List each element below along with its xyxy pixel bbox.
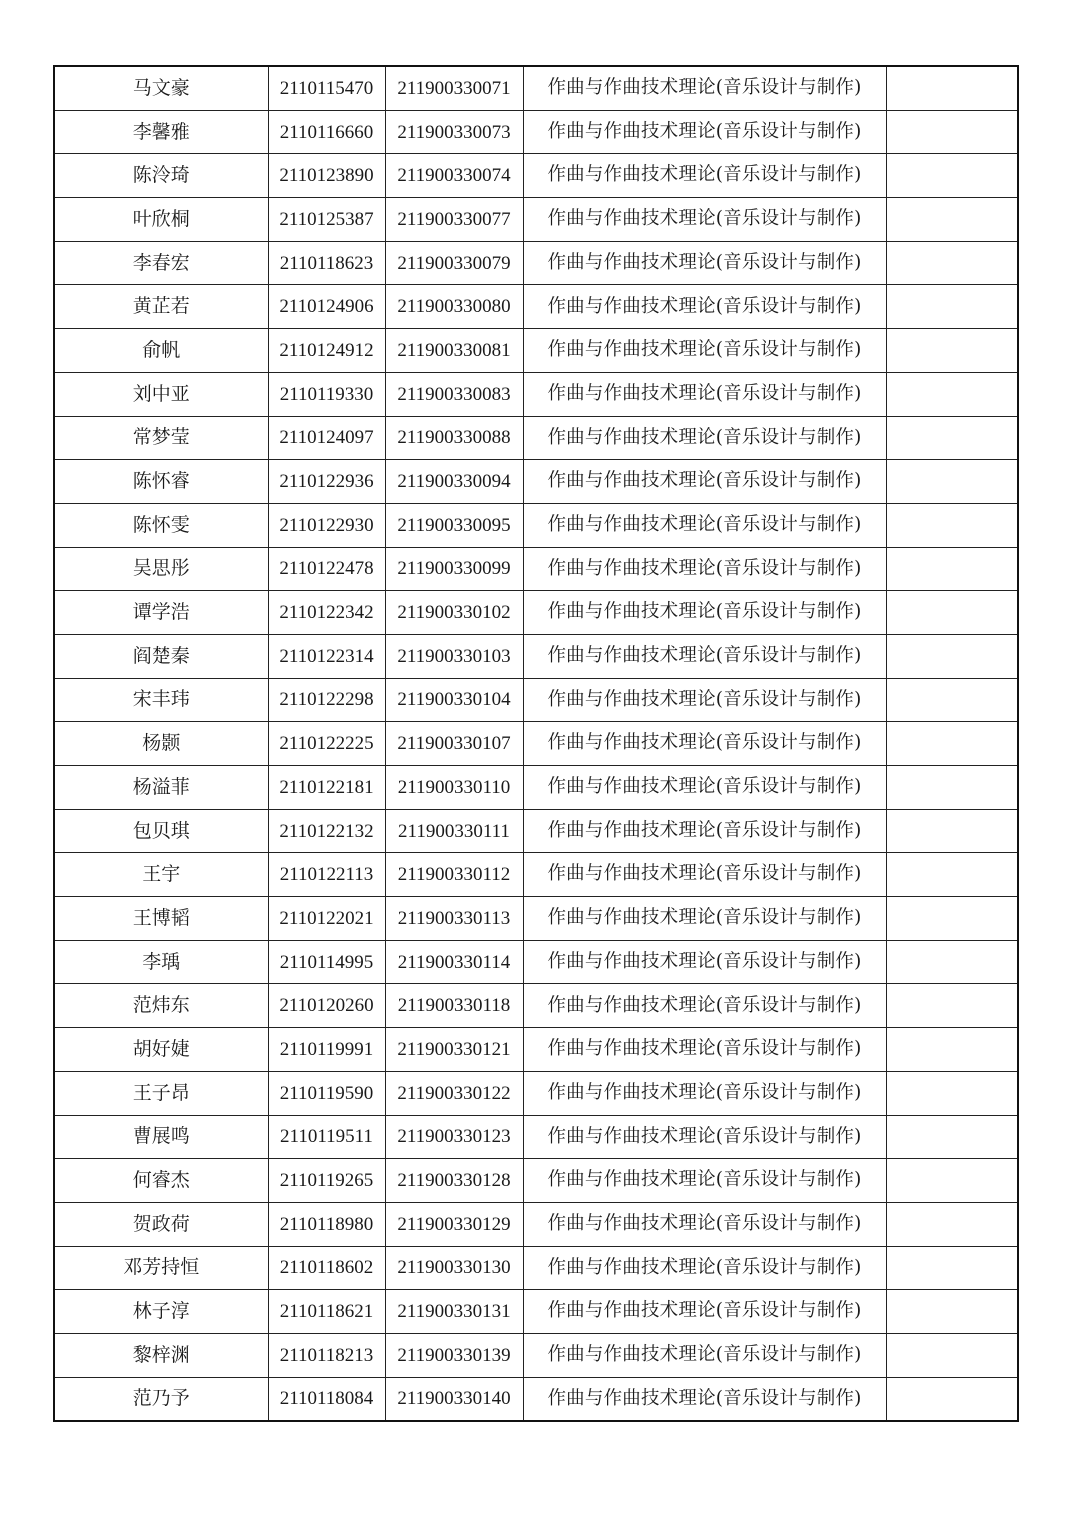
exam-number-cell: 2110122342	[268, 591, 385, 635]
remarks-cell	[886, 1333, 1018, 1377]
table-row	[54, 241, 1018, 285]
remarks-cell	[886, 503, 1018, 547]
major-cell: 作曲与作曲技术理论(音乐设计与制作)	[523, 1290, 886, 1334]
table-row	[54, 372, 1018, 416]
exam-number-cell: 2110122930	[268, 503, 385, 547]
roster-table	[53, 65, 1019, 1422]
exam-number-cell: 2110122298	[268, 678, 385, 722]
table-row	[54, 809, 1018, 853]
exam-number-cell: 2110122181	[268, 766, 385, 810]
student-name-cell: 陈泠琦	[54, 154, 268, 198]
major-cell: 作曲与作曲技术理论(音乐设计与制作)	[523, 1202, 886, 1246]
remarks-cell	[886, 634, 1018, 678]
remarks-cell	[886, 1115, 1018, 1159]
exam-number-cell: 2110122478	[268, 547, 385, 591]
exam-number-cell: 2110125387	[268, 198, 385, 242]
exam-number-cell: 2110119265	[268, 1159, 385, 1203]
major-cell: 作曲与作曲技术理论(音乐设计与制作)	[523, 984, 886, 1028]
table-row	[54, 1333, 1018, 1377]
exam-number-cell: 2110118980	[268, 1202, 385, 1246]
student-name-cell: 杨颢	[54, 722, 268, 766]
remarks-cell	[886, 1071, 1018, 1115]
major-cell: 作曲与作曲技术理论(音乐设计与制作)	[523, 722, 886, 766]
table-row	[54, 1159, 1018, 1203]
exam-number-cell: 2110118623	[268, 241, 385, 285]
table-row	[54, 984, 1018, 1028]
exam-number-cell: 2110118621	[268, 1290, 385, 1334]
exam-number-cell: 2110122132	[268, 809, 385, 853]
student-name-cell: 谭学浩	[54, 591, 268, 635]
exam-number-cell: 2110119511	[268, 1115, 385, 1159]
student-name-cell: 何睿杰	[54, 1159, 268, 1203]
table-row	[54, 1115, 1018, 1159]
table-row	[54, 591, 1018, 635]
student-name-cell: 黎梓渊	[54, 1333, 268, 1377]
exam-number-cell: 2110123890	[268, 154, 385, 198]
registration-number-cell: 211900330104	[385, 678, 523, 722]
registration-number-cell: 211900330118	[385, 984, 523, 1028]
exam-number-cell: 2110122936	[268, 460, 385, 504]
remarks-cell	[886, 198, 1018, 242]
major-cell: 作曲与作曲技术理论(音乐设计与制作)	[523, 547, 886, 591]
student-name-cell: 黄芷若	[54, 285, 268, 329]
registration-number-cell: 211900330139	[385, 1333, 523, 1377]
student-name-cell: 宋丰玮	[54, 678, 268, 722]
major-cell: 作曲与作曲技术理论(音乐设计与制作)	[523, 1115, 886, 1159]
table-row	[54, 66, 1018, 110]
student-name-cell: 常梦莹	[54, 416, 268, 460]
exam-number-cell: 2110118084	[268, 1377, 385, 1421]
table-row	[54, 416, 1018, 460]
registration-number-cell: 211900330113	[385, 897, 523, 941]
registration-number-cell: 211900330131	[385, 1290, 523, 1334]
major-cell: 作曲与作曲技术理论(音乐设计与制作)	[523, 809, 886, 853]
student-name-cell: 邓芳持恒	[54, 1246, 268, 1290]
exam-number-cell: 2110124912	[268, 329, 385, 373]
table-row	[54, 198, 1018, 242]
exam-number-cell: 2110124097	[268, 416, 385, 460]
major-cell: 作曲与作曲技术理论(音乐设计与制作)	[523, 1377, 886, 1421]
registration-number-cell: 211900330129	[385, 1202, 523, 1246]
student-name-cell: 陈怀雯	[54, 503, 268, 547]
major-cell: 作曲与作曲技术理论(音乐设计与制作)	[523, 940, 886, 984]
roster-table-body	[54, 66, 1018, 1421]
remarks-cell	[886, 1377, 1018, 1421]
major-cell: 作曲与作曲技术理论(音乐设计与制作)	[523, 416, 886, 460]
registration-number-cell: 211900330112	[385, 853, 523, 897]
student-name-cell: 范炜东	[54, 984, 268, 1028]
remarks-cell	[886, 1159, 1018, 1203]
registration-number-cell: 211900330140	[385, 1377, 523, 1421]
major-cell: 作曲与作曲技术理论(音乐设计与制作)	[523, 897, 886, 941]
major-cell: 作曲与作曲技术理论(音乐设计与制作)	[523, 1246, 886, 1290]
table-row	[54, 503, 1018, 547]
student-name-cell: 马文豪	[54, 66, 268, 110]
registration-number-cell: 211900330128	[385, 1159, 523, 1203]
major-cell: 作曲与作曲技术理论(音乐设计与制作)	[523, 591, 886, 635]
table-row	[54, 1290, 1018, 1334]
table-row	[54, 460, 1018, 504]
exam-number-cell: 2110122314	[268, 634, 385, 678]
student-name-cell: 林子淳	[54, 1290, 268, 1334]
registration-number-cell: 211900330099	[385, 547, 523, 591]
table-row	[54, 110, 1018, 154]
major-cell: 作曲与作曲技术理论(音乐设计与制作)	[523, 372, 886, 416]
registration-number-cell: 211900330107	[385, 722, 523, 766]
registration-number-cell: 211900330081	[385, 329, 523, 373]
exam-number-cell: 2110122113	[268, 853, 385, 897]
exam-number-cell: 2110119330	[268, 372, 385, 416]
registration-number-cell: 211900330073	[385, 110, 523, 154]
student-name-cell: 胡好婕	[54, 1028, 268, 1072]
major-cell: 作曲与作曲技术理论(音乐设计与制作)	[523, 634, 886, 678]
student-name-cell: 陈怀睿	[54, 460, 268, 504]
exam-number-cell: 2110114995	[268, 940, 385, 984]
table-row	[54, 547, 1018, 591]
table-row	[54, 154, 1018, 198]
remarks-cell	[886, 722, 1018, 766]
student-name-cell: 王宇	[54, 853, 268, 897]
remarks-cell	[886, 853, 1018, 897]
major-cell: 作曲与作曲技术理论(音乐设计与制作)	[523, 1159, 886, 1203]
exam-number-cell: 2110124906	[268, 285, 385, 329]
table-row	[54, 1246, 1018, 1290]
registration-number-cell: 211900330114	[385, 940, 523, 984]
table-row	[54, 940, 1018, 984]
registration-number-cell: 211900330102	[385, 591, 523, 635]
remarks-cell	[886, 285, 1018, 329]
registration-number-cell: 211900330077	[385, 198, 523, 242]
exam-number-cell: 2110120260	[268, 984, 385, 1028]
registration-number-cell: 211900330095	[385, 503, 523, 547]
exam-number-cell: 2110115470	[268, 66, 385, 110]
exam-number-cell: 2110118213	[268, 1333, 385, 1377]
registration-number-cell: 211900330130	[385, 1246, 523, 1290]
student-name-cell: 阎楚秦	[54, 634, 268, 678]
registration-number-cell: 211900330103	[385, 634, 523, 678]
table-row	[54, 329, 1018, 373]
registration-number-cell: 211900330110	[385, 766, 523, 810]
remarks-cell	[886, 416, 1018, 460]
table-row	[54, 722, 1018, 766]
remarks-cell	[886, 329, 1018, 373]
student-name-cell: 李瑀	[54, 940, 268, 984]
major-cell: 作曲与作曲技术理论(音乐设计与制作)	[523, 198, 886, 242]
remarks-cell	[886, 460, 1018, 504]
exam-number-cell: 2110122225	[268, 722, 385, 766]
remarks-cell	[886, 1028, 1018, 1072]
student-name-cell: 王子昂	[54, 1071, 268, 1115]
remarks-cell	[886, 1290, 1018, 1334]
remarks-cell	[886, 591, 1018, 635]
remarks-cell	[886, 372, 1018, 416]
registration-number-cell: 211900330074	[385, 154, 523, 198]
remarks-cell	[886, 897, 1018, 941]
major-cell: 作曲与作曲技术理论(音乐设计与制作)	[523, 766, 886, 810]
major-cell: 作曲与作曲技术理论(音乐设计与制作)	[523, 678, 886, 722]
registration-number-cell: 211900330079	[385, 241, 523, 285]
student-name-cell: 曹展鸣	[54, 1115, 268, 1159]
table-row	[54, 678, 1018, 722]
student-name-cell: 叶欣桐	[54, 198, 268, 242]
registration-number-cell: 211900330094	[385, 460, 523, 504]
remarks-cell	[886, 110, 1018, 154]
major-cell: 作曲与作曲技术理论(音乐设计与制作)	[523, 154, 886, 198]
exam-number-cell: 2110119590	[268, 1071, 385, 1115]
registration-number-cell: 211900330123	[385, 1115, 523, 1159]
remarks-cell	[886, 984, 1018, 1028]
registration-number-cell: 211900330111	[385, 809, 523, 853]
exam-number-cell: 2110122021	[268, 897, 385, 941]
major-cell: 作曲与作曲技术理论(音乐设计与制作)	[523, 853, 886, 897]
student-name-cell: 王博韬	[54, 897, 268, 941]
exam-number-cell: 2110116660	[268, 110, 385, 154]
major-cell: 作曲与作曲技术理论(音乐设计与制作)	[523, 329, 886, 373]
registration-number-cell: 211900330071	[385, 66, 523, 110]
student-name-cell: 贺政荷	[54, 1202, 268, 1246]
table-row	[54, 1071, 1018, 1115]
registration-number-cell: 211900330122	[385, 1071, 523, 1115]
major-cell: 作曲与作曲技术理论(音乐设计与制作)	[523, 1333, 886, 1377]
table-row	[54, 766, 1018, 810]
student-name-cell: 包贝琪	[54, 809, 268, 853]
student-name-cell: 李馨雅	[54, 110, 268, 154]
table-row	[54, 853, 1018, 897]
table-row	[54, 897, 1018, 941]
remarks-cell	[886, 678, 1018, 722]
student-name-cell: 杨溢菲	[54, 766, 268, 810]
student-name-cell: 李春宏	[54, 241, 268, 285]
table-row	[54, 1028, 1018, 1072]
major-cell: 作曲与作曲技术理论(音乐设计与制作)	[523, 460, 886, 504]
major-cell: 作曲与作曲技术理论(音乐设计与制作)	[523, 1028, 886, 1072]
student-name-cell: 范乃予	[54, 1377, 268, 1421]
table-row	[54, 285, 1018, 329]
remarks-cell	[886, 154, 1018, 198]
major-cell: 作曲与作曲技术理论(音乐设计与制作)	[523, 66, 886, 110]
remarks-cell	[886, 547, 1018, 591]
remarks-cell	[886, 940, 1018, 984]
table-row	[54, 1377, 1018, 1421]
student-name-cell: 俞帆	[54, 329, 268, 373]
exam-number-cell: 2110119991	[268, 1028, 385, 1072]
student-name-cell: 刘中亚	[54, 372, 268, 416]
major-cell: 作曲与作曲技术理论(音乐设计与制作)	[523, 110, 886, 154]
remarks-cell	[886, 241, 1018, 285]
remarks-cell	[886, 1202, 1018, 1246]
registration-number-cell: 211900330088	[385, 416, 523, 460]
major-cell: 作曲与作曲技术理论(音乐设计与制作)	[523, 1071, 886, 1115]
remarks-cell	[886, 66, 1018, 110]
major-cell: 作曲与作曲技术理论(音乐设计与制作)	[523, 285, 886, 329]
student-name-cell: 吴思彤	[54, 547, 268, 591]
exam-number-cell: 2110118602	[268, 1246, 385, 1290]
table-row	[54, 1202, 1018, 1246]
table-row	[54, 634, 1018, 678]
remarks-cell	[886, 1246, 1018, 1290]
remarks-cell	[886, 809, 1018, 853]
remarks-cell	[886, 766, 1018, 810]
major-cell: 作曲与作曲技术理论(音乐设计与制作)	[523, 241, 886, 285]
registration-number-cell: 211900330080	[385, 285, 523, 329]
registration-number-cell: 211900330121	[385, 1028, 523, 1072]
registration-number-cell: 211900330083	[385, 372, 523, 416]
major-cell: 作曲与作曲技术理论(音乐设计与制作)	[523, 503, 886, 547]
